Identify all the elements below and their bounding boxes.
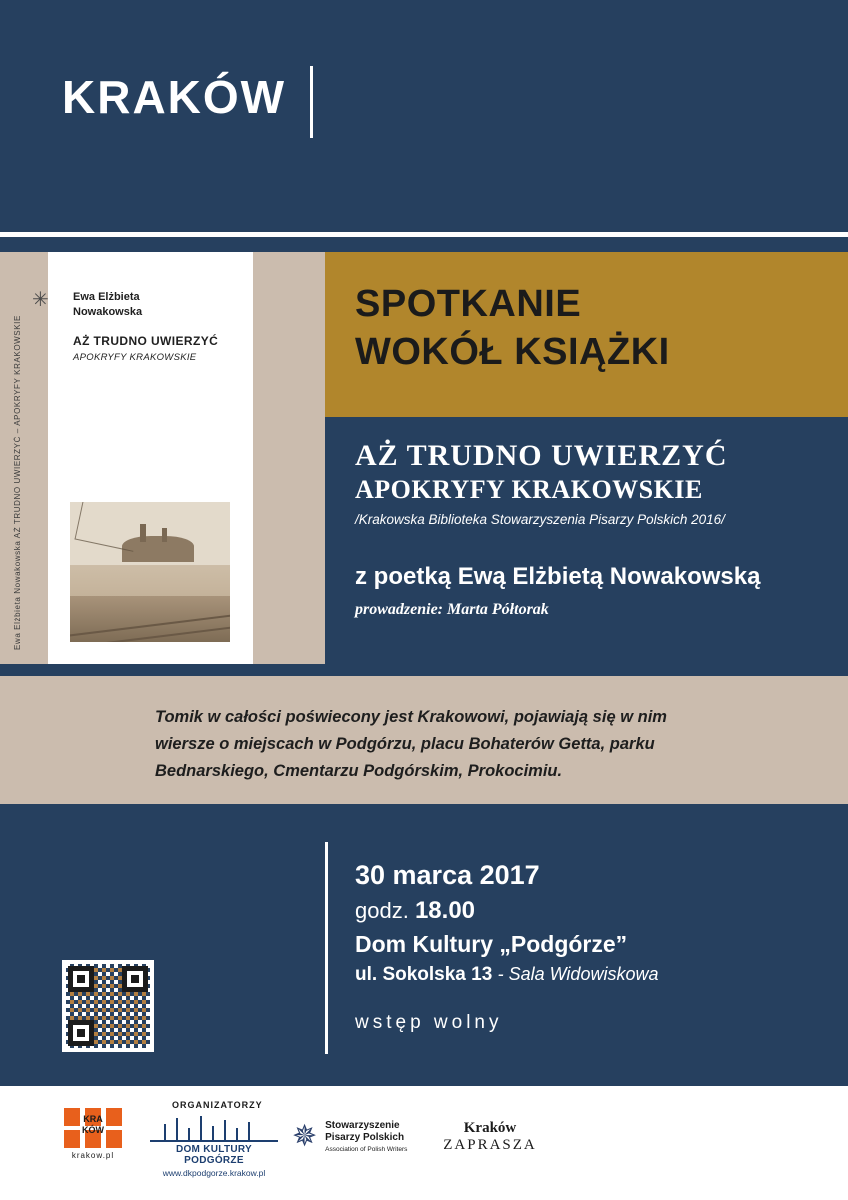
organizers-label: ORGANIZATORZY — [172, 1100, 263, 1110]
spp-flower-icon: ✵ — [292, 1119, 318, 1153]
event-venue: Dom Kultury „Podgórze” — [355, 931, 628, 957]
krakow-logo — [62, 66, 313, 138]
kz-line-1: Kraków — [463, 1120, 517, 1136]
book-cover — [32, 252, 253, 664]
book-cover-author: Ewa Elżbieta Nowakowska — [73, 291, 143, 318]
admission-note: wstęp wolny — [355, 1012, 503, 1033]
main-band — [0, 252, 848, 664]
book-panel — [0, 252, 325, 664]
event-time — [355, 897, 658, 925]
book-title: AŻ TRUDNO UWIERZYĆ — [355, 439, 728, 472]
kz-line-2: ZAPRASZA — [443, 1137, 537, 1153]
address-street: ul. Sokolska 13 — [355, 964, 493, 985]
book-subtitle: APOKRYFY KRAKOWSKIE — [355, 475, 703, 504]
logo-krakow-zaprasza — [430, 1120, 550, 1154]
details-text — [355, 860, 658, 1034]
poster-footer — [0, 1086, 848, 1200]
host-name: prowadzenie: Marta Półtorak — [355, 601, 549, 618]
book-info-block — [325, 417, 848, 664]
poster-header — [0, 0, 848, 232]
details-divider — [325, 842, 328, 1054]
address-room: - Sala Widowiskowa — [497, 964, 659, 984]
book-cover-title: AŻ TRUDNO UWIERZYĆ — [73, 334, 219, 348]
dk-title: DOM KULTURY PODGÓRZE — [175, 1144, 253, 1166]
logo-divider — [310, 66, 313, 138]
krakow-pl-mark — [64, 1108, 122, 1148]
gold-headline-block — [325, 252, 848, 417]
book-spine-text: Ewa Elżbieta Nowakowska AŻ TRUDNO UWIERZYĆ – APOKRYFY KRAKOWSKIE — [13, 315, 22, 650]
description-text: Tomik w całości poświecony jest Krakowowi, pojawiają się w nim wiersze o miejscach w Podgórzu, placu Bohaterów Getta, parku Bednarskiego, Cmentarzu Podgórskim, Prokocimiu. — [155, 708, 667, 780]
bridge-icon — [150, 1116, 278, 1142]
description-block — [0, 676, 848, 804]
book-cover-photo — [70, 502, 230, 642]
time-value: 18.00 — [414, 897, 476, 924]
spp-line-1: Stowarzyszenie — [325, 1120, 400, 1131]
event-address — [355, 964, 658, 986]
spp-line-3: Association of Polish Writers — [325, 1146, 408, 1153]
headline-line-2: WOKÓŁ KSIĄŻKI — [355, 331, 670, 373]
asterisk-icon: ✳ — [32, 289, 49, 311]
qr-code-icon[interactable] — [62, 960, 154, 1052]
headline-line-1: SPOTKANIE — [355, 283, 582, 325]
krakow-pl-mark-text: KRA KÓW — [82, 1114, 104, 1135]
header-rule — [0, 232, 848, 237]
book-cover-subtitle: APOKRYFY KRAKOWSKIE — [73, 352, 197, 363]
time-label: godz. — [355, 898, 409, 923]
krakow-logo-text: KRAKÓW — [62, 71, 287, 123]
logo-dom-kultury-podgorze — [150, 1116, 278, 1178]
spp-line-2: Pisarzy Polskich — [325, 1132, 405, 1143]
logo-krakow-pl — [50, 1108, 136, 1176]
event-date: 30 marca 2017 — [355, 860, 540, 890]
krakow-pl-url: krakow.pl — [71, 1151, 115, 1160]
book-series: /Krakowska Biblioteka Stowarzyszenia Pisarzy Polskich 2016/ — [355, 512, 725, 527]
dk-url: www.dkpodgorze.krakow.pl — [162, 1168, 266, 1178]
guest-name: z poetką Ewą Elżbietą Nowakowską — [355, 563, 761, 590]
